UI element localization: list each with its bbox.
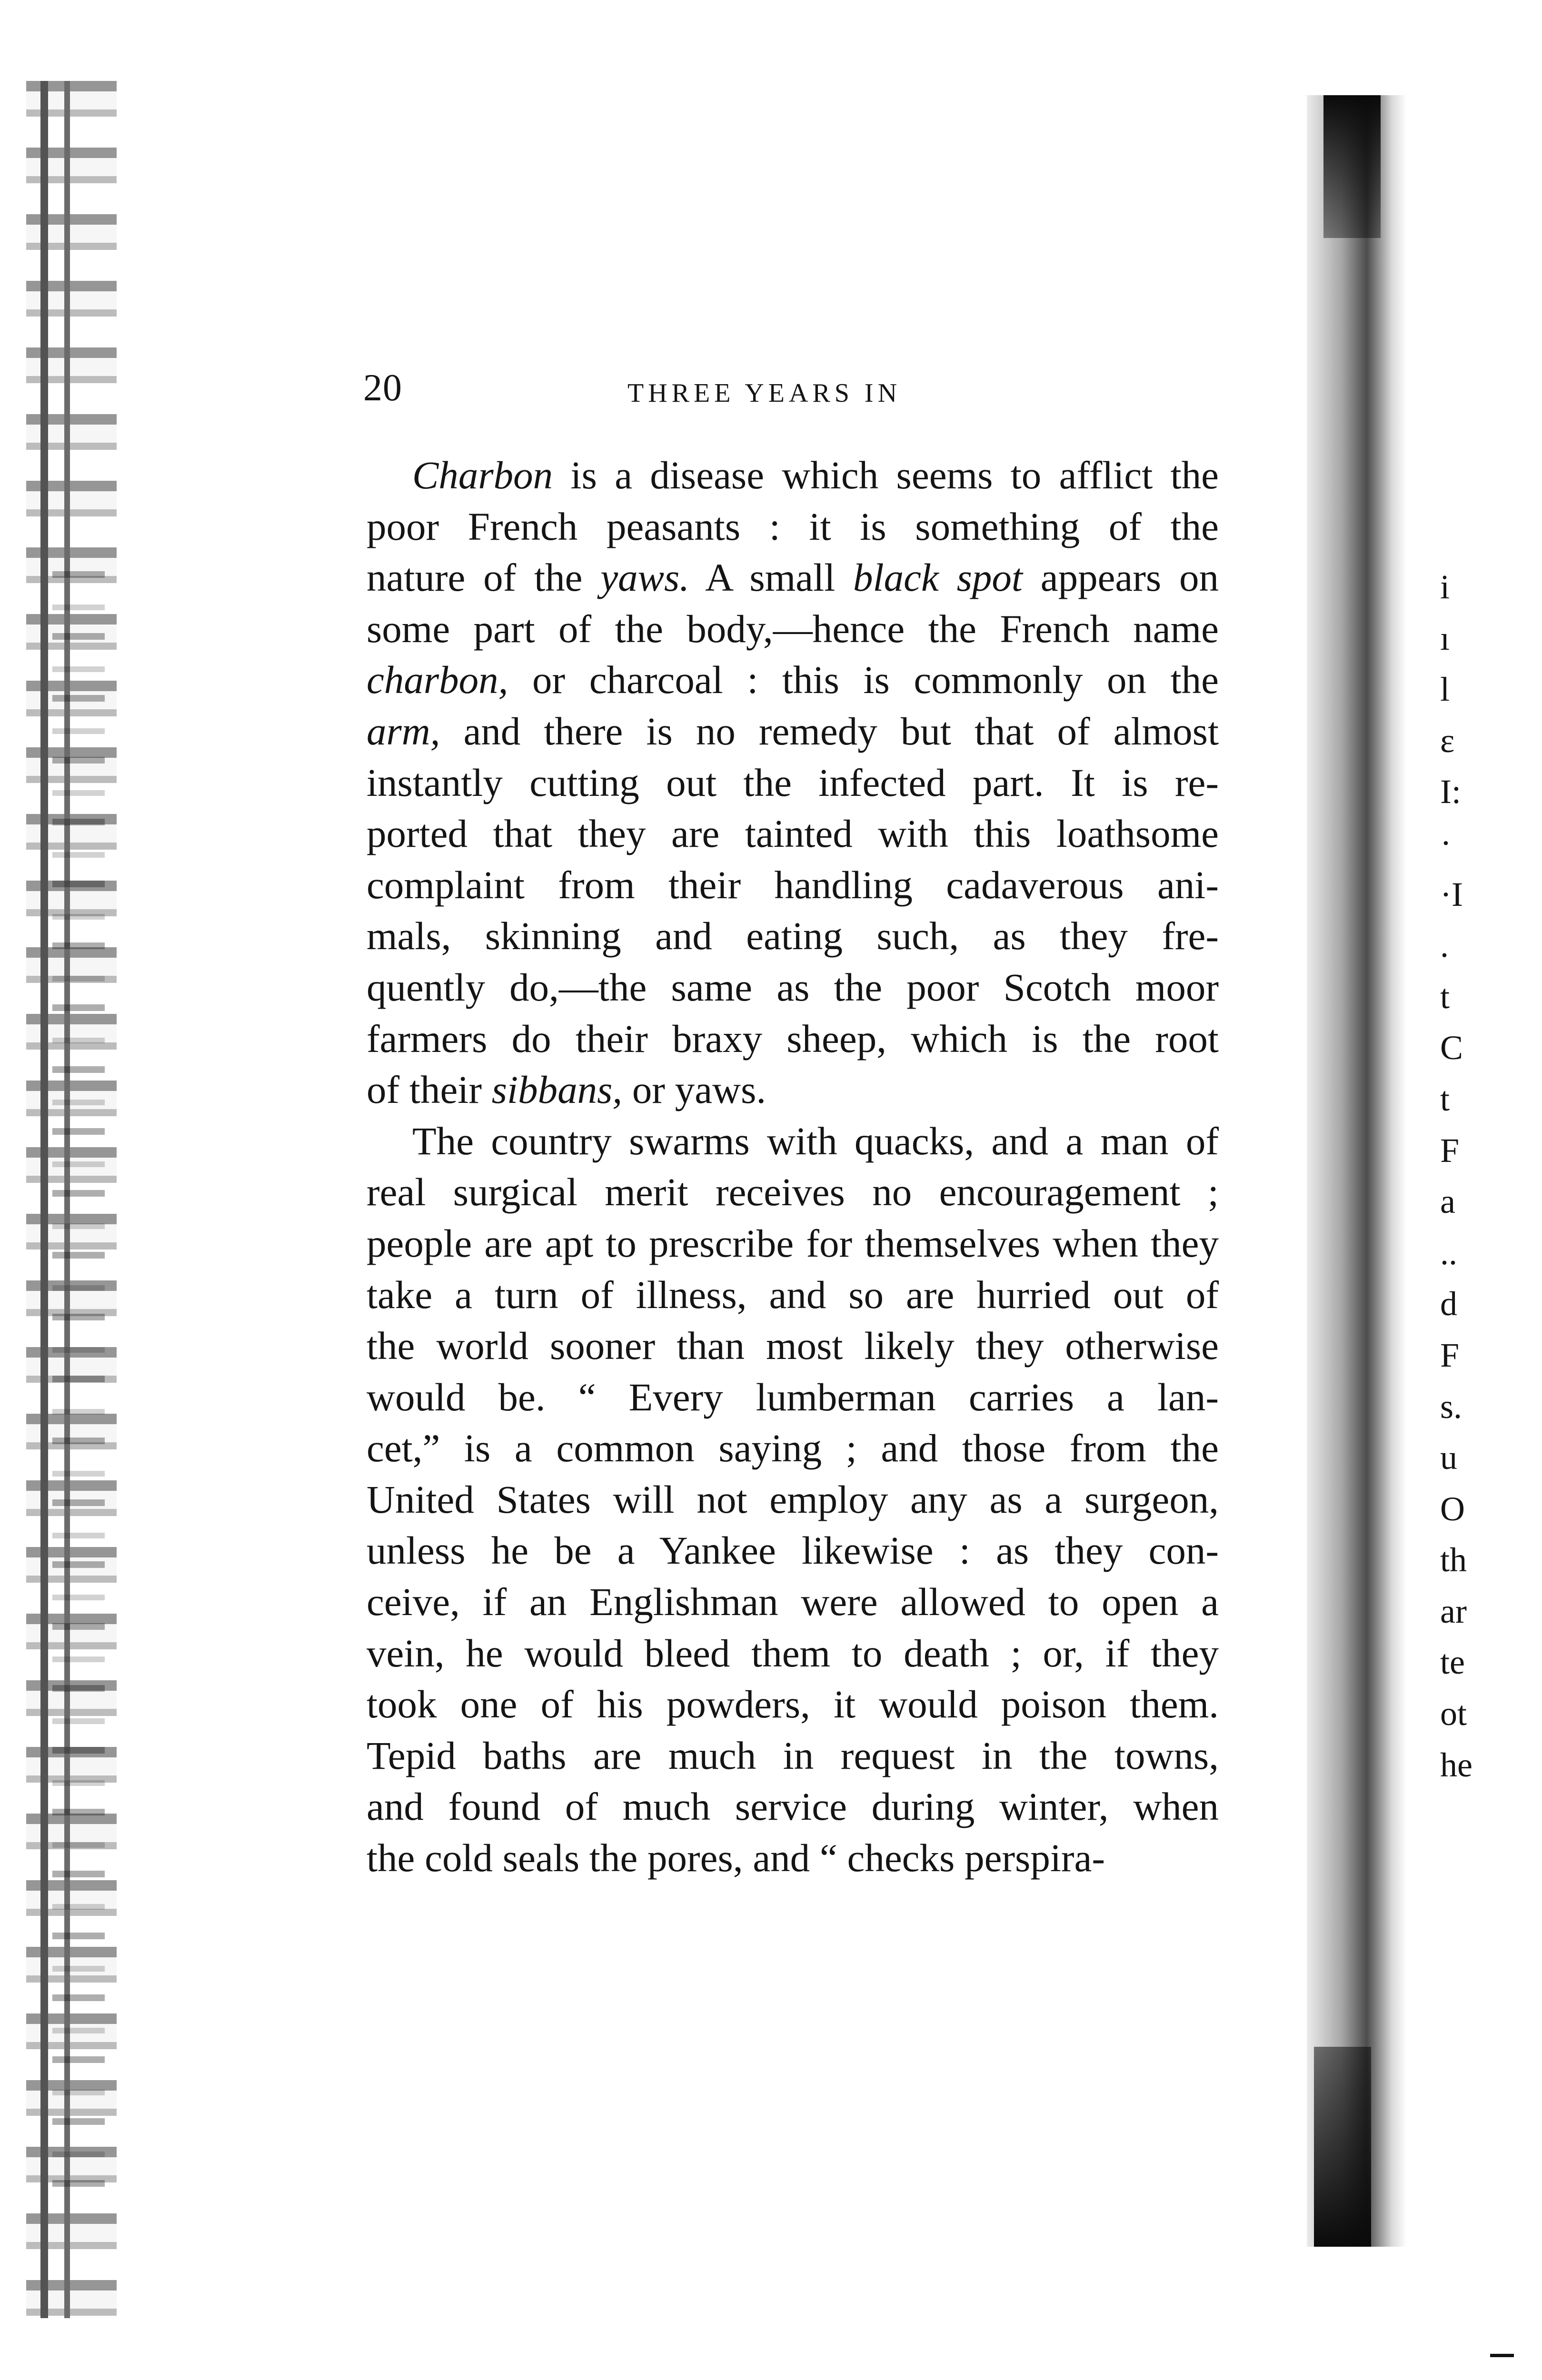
- margin-letter: t: [1440, 1080, 1450, 1118]
- text-line: [367, 552, 1219, 604]
- margin-letter: l: [1440, 670, 1450, 709]
- text-run: Tepid baths are much in request in the towns,: [367, 1733, 1219, 1777]
- text-run: of their: [367, 1068, 492, 1112]
- margin-letter: O: [1440, 1489, 1465, 1528]
- text-line: [367, 654, 1219, 706]
- italic-run: black spot: [853, 555, 1023, 600]
- text-run: ceive, if an Englishman were allowed to open a: [367, 1580, 1219, 1624]
- text-run: instantly cutting out the infected part. It is re-: [367, 760, 1219, 804]
- italic-run: charbon,: [367, 658, 508, 702]
- margin-letter: F: [1440, 1131, 1460, 1170]
- margin-letter: ı: [1440, 619, 1450, 657]
- text-line: [367, 1730, 1219, 1782]
- margin-letter: i: [1440, 568, 1450, 606]
- text-line: [367, 1013, 1219, 1065]
- text-line: [367, 1218, 1219, 1269]
- text-line: [367, 911, 1219, 962]
- text-line: [367, 1833, 1219, 1884]
- gutter-shadow-top: [1323, 95, 1381, 238]
- text-run: take a turn of illness, and so are hurried out of: [367, 1272, 1219, 1317]
- text-run: and found of much service during winter, when: [367, 1785, 1219, 1829]
- italic-run: Charbon: [412, 453, 553, 497]
- italic-run: yaws.: [600, 555, 690, 600]
- text-run: cet,” is a common saying ; and those from the: [367, 1426, 1219, 1470]
- margin-letter: ·I: [1440, 875, 1463, 913]
- text-run: or yaws.: [622, 1068, 766, 1112]
- text-run: nature of the: [367, 555, 601, 600]
- margin-letter: th: [1440, 1541, 1467, 1579]
- text-run: would be. “ Every lumberman carries a lan-: [367, 1375, 1219, 1419]
- margin-letter: ar: [1440, 1592, 1467, 1630]
- text-run: farmers do their braxy sheep, which is the root: [367, 1016, 1219, 1061]
- text-line: [367, 1474, 1219, 1526]
- binding-gutter-shadow: [1307, 95, 1407, 2247]
- margin-letter: te: [1440, 1643, 1465, 1682]
- text-line: [367, 1423, 1219, 1474]
- margin-letter: F: [1440, 1336, 1460, 1374]
- edge-mark: [1490, 2354, 1514, 2357]
- text-line: [367, 1064, 1219, 1116]
- text-line: [367, 450, 1219, 501]
- text-line: [367, 1628, 1219, 1679]
- text-run: or charcoal : this is commonly on the: [508, 658, 1219, 702]
- text-run: and there is no remedy but that of almost: [440, 709, 1219, 753]
- margin-letter: d: [1440, 1285, 1457, 1323]
- margin-letter: I:: [1440, 773, 1461, 811]
- margin-letter: a: [1440, 1182, 1455, 1221]
- text-run: is a disease which seems to afflict the: [553, 453, 1219, 497]
- margin-letter: .: [1440, 926, 1449, 965]
- text-line: [367, 1577, 1219, 1628]
- text-run: ported that they are tainted with this loathsome: [367, 812, 1219, 856]
- text-line: [367, 1679, 1219, 1730]
- text-run: poor French peasants : it is something of the: [367, 504, 1219, 548]
- text-run: vein, he would bleed them to death ; or, if they: [367, 1631, 1219, 1675]
- page-number: 20: [363, 367, 402, 409]
- text-run: complaint from their handling cadaverous ani-: [367, 863, 1219, 907]
- text-line: [367, 962, 1219, 1013]
- text-line: [367, 1269, 1219, 1321]
- text-line: [367, 757, 1219, 809]
- text-run: some part of the body,—hence the French name: [367, 606, 1219, 651]
- text-line: [367, 808, 1219, 860]
- text-line: [367, 860, 1219, 911]
- margin-letter: he: [1440, 1745, 1472, 1784]
- text-run: mals, skinning and eating such, as they fre-: [367, 914, 1219, 958]
- margin-letter: ·: [1440, 823, 1452, 862]
- text-line: [367, 1525, 1219, 1577]
- margin-letter: ..: [1440, 1233, 1457, 1272]
- text-run: The country swarms with quacks, and a man of: [412, 1119, 1219, 1163]
- text-line: [367, 706, 1219, 757]
- margin-letter: ot: [1440, 1695, 1467, 1733]
- margin-letter: ε: [1440, 721, 1455, 760]
- margin-letter: s.: [1440, 1387, 1462, 1426]
- italic-run: sibbans,: [491, 1068, 623, 1112]
- running-head: THREE YEARS IN: [627, 378, 902, 408]
- text-run: A small: [689, 555, 854, 600]
- scan-edge-noise-left-inner: [52, 571, 105, 2190]
- text-line: [367, 1372, 1219, 1423]
- text-run: United States will not employ any as a surgeon,: [367, 1477, 1219, 1521]
- text-run: the cold seals the pores, and “ checks perspira-: [367, 1836, 1105, 1880]
- text-line: [367, 1116, 1219, 1167]
- text-line: [367, 1781, 1219, 1833]
- text-line: [367, 1167, 1219, 1218]
- text-line: [367, 501, 1219, 553]
- text-run: unless he be a Yankee likewise : as they con-: [367, 1528, 1219, 1573]
- gutter-shadow-bottom: [1314, 2047, 1371, 2247]
- italic-run: arm,: [367, 709, 440, 753]
- text-run: real surgical merit receives no encouragement ;: [367, 1170, 1219, 1214]
- text-run: people are apt to prescribe for themselves when they: [367, 1221, 1219, 1265]
- margin-letter: C: [1440, 1029, 1463, 1067]
- text-run: the world sooner than most likely they otherwise: [367, 1324, 1219, 1368]
- next-page-bleed-letters: [1440, 562, 1497, 1791]
- text-run: took one of his powders, it would poison them.: [367, 1682, 1219, 1726]
- margin-letter: u: [1440, 1438, 1457, 1477]
- text-run: quently do,—the same as the poor Scotch moor: [367, 965, 1219, 1009]
- margin-letter: t: [1440, 977, 1450, 1016]
- text-run: appears on: [1022, 555, 1219, 600]
- body-text: [367, 450, 1219, 1884]
- text-line: [367, 604, 1219, 655]
- text-line: [367, 1320, 1219, 1372]
